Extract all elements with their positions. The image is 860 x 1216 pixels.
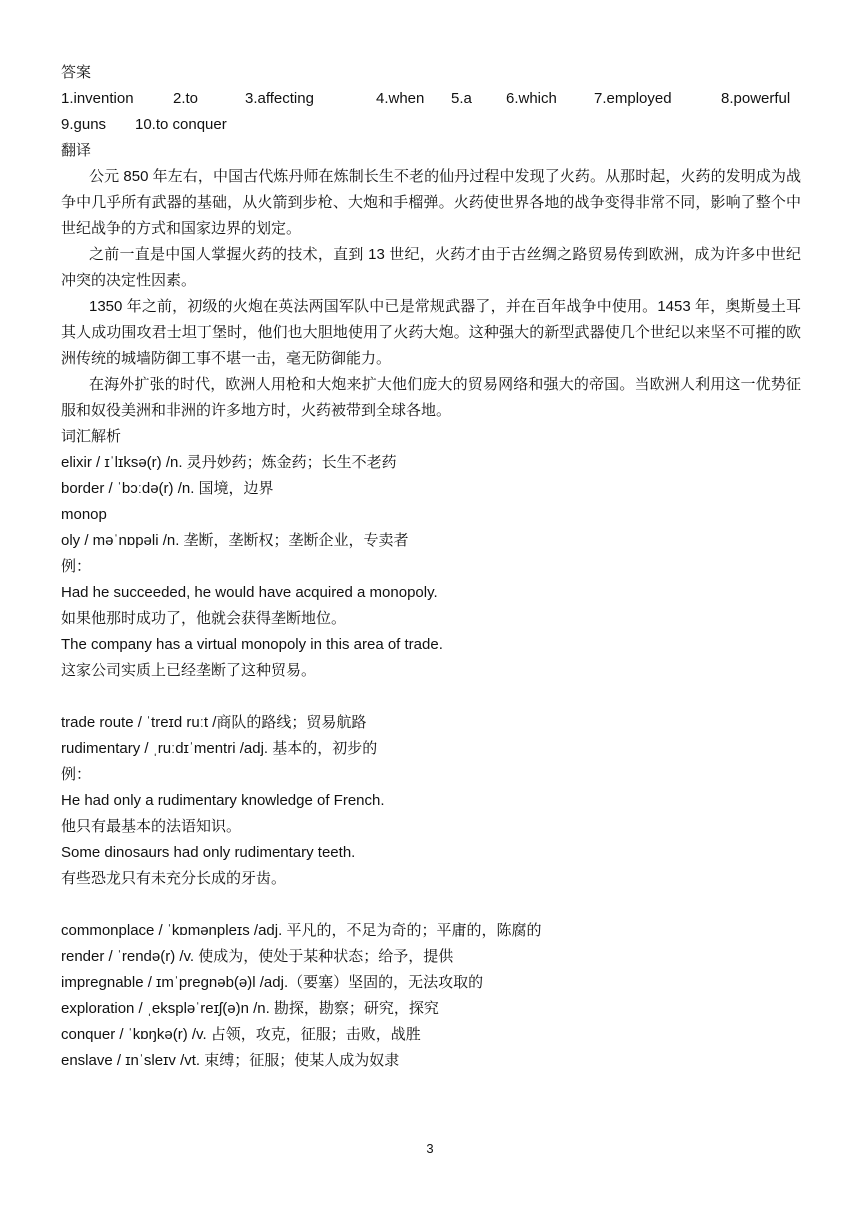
spacer xyxy=(61,684,801,710)
answer-item: 8.powerful xyxy=(721,90,791,107)
answer-item: 10.to conquer xyxy=(135,116,227,133)
translation-heading: 翻译 xyxy=(61,142,92,159)
vocab-line: rudimentary / ˌruːdɪˈmentri /adj. 基本的，初步的 xyxy=(61,740,378,757)
answer-item: 2.to xyxy=(173,90,199,107)
example-translation: 如果他那时成功了，他就会获得垄断地位。 xyxy=(61,610,347,627)
answer-item: 1.invention xyxy=(61,90,134,107)
vocab-line: trade route / ˈtreɪd ruːt /商队的路线；贸易航路 xyxy=(61,714,367,731)
translation-paragraph: 之前一直是中国人掌握火药的技术，直到 13 世纪，火药才由于古丝绸之路贸易传到欧洲，成为许多中世纪冲突的决定性因素。 xyxy=(61,246,801,289)
vocab-line: monop xyxy=(61,506,107,523)
example-sentence: Had he succeeded, he would have acquired a monopoly. xyxy=(61,584,438,601)
vocab-line: enslave / ɪnˈsleɪv /vt. 束缚；征服；使某人成为奴隶 xyxy=(61,1052,400,1069)
answers-heading: 答案 xyxy=(61,64,92,81)
vocab-line: oly / məˈnɒpəli /n. 垄断，垄断权；垄断企业，专卖者 xyxy=(61,532,409,549)
answer-item: 3.affecting xyxy=(245,90,314,107)
answers-row-2 xyxy=(61,112,801,138)
answers-row-1 xyxy=(61,86,801,112)
vocab-line: border / ˈbɔːdə(r) /n. 国境，边界 xyxy=(61,480,274,497)
example-sentence: He had only a rudimentary knowledge of French. xyxy=(61,792,385,809)
page-number: 3 xyxy=(426,1141,434,1156)
example-label: 例： xyxy=(61,766,92,783)
answer-item: 7.employed xyxy=(594,90,672,107)
vocab-line: render / ˈrendə(r) /v. 使成为，使处于某种状态；给予，提供 xyxy=(61,948,454,965)
example-label: 例： xyxy=(61,558,92,575)
example-translation: 他只有最基本的法语知识。 xyxy=(61,818,242,835)
vocab-line: impregnable / ɪmˈpregnəb(ə)l /adj.（要塞）坚固的，无法攻取的 xyxy=(61,974,484,991)
translation-paragraph: 在海外扩张的时代，欧洲人用枪和大炮来扩大他们庞大的贸易网络和强大的帝国。当欧洲人利用这一优势征服和奴役美洲和非洲的许多地方时，火药被带到全球各地。 xyxy=(61,376,801,419)
example-sentence: Some dinosaurs had only rudimentary teeth. xyxy=(61,844,356,861)
vocab-line: commonplace / ˈkɒmənpleɪs /adj. 平凡的，不足为奇的；平庸的，陈腐的 xyxy=(61,922,542,939)
answer-item: 4.when xyxy=(376,90,425,107)
vocab-line: elixir / ɪˈlɪksə(r) /n. 灵丹妙药；炼金药；长生不老药 xyxy=(61,454,397,471)
example-sentence: The company has a virtual monopoly in this area of trade. xyxy=(61,636,443,653)
spacer xyxy=(61,892,801,918)
answer-item: 9.guns xyxy=(61,116,107,133)
translation-paragraph: 公元 850 年左右，中国古代炼丹师在炼制长生不老的仙丹过程中发现了火药。从那时起，火药的发明成为战争中几乎所有武器的基础，从火箭到步枪、大炮和手榴弹。火药使世界各地的战争变得非常不同，影响了整个中世纪战争的方式和国家边界的划定。 xyxy=(61,168,801,237)
answer-item: 6.which xyxy=(506,90,557,107)
example-translation: 有些恐龙只有未充分长成的牙齿。 xyxy=(61,870,287,887)
vocab-line: conquer / ˈkɒŋkə(r) /v. 占领，攻克，征服；击败，战胜 xyxy=(61,1026,421,1043)
translation-paragraph: 1350 年之前，初级的火炮在英法两国军队中已是常规武器了，并在百年战争中使用。1453 年，奥斯曼土耳其人成功围攻君士坦丁堡时，他们也大胆地使用了火药大炮。这种强大的新型武器使几个世纪以来坚不可摧的欧洲传统的城墙防御工事不堪一击，毫无防御能力。 xyxy=(61,298,801,367)
answer-item: 5.a xyxy=(451,90,472,107)
vocab-heading: 词汇解析 xyxy=(61,428,122,445)
vocab-line: exploration / ˌekspləˈreɪʃ(ə)n /n. 勘探，勘察；研究，探究 xyxy=(61,1000,439,1017)
example-translation: 这家公司实质上已经垄断了这种贸易。 xyxy=(61,662,317,679)
document-page xyxy=(61,60,801,1074)
